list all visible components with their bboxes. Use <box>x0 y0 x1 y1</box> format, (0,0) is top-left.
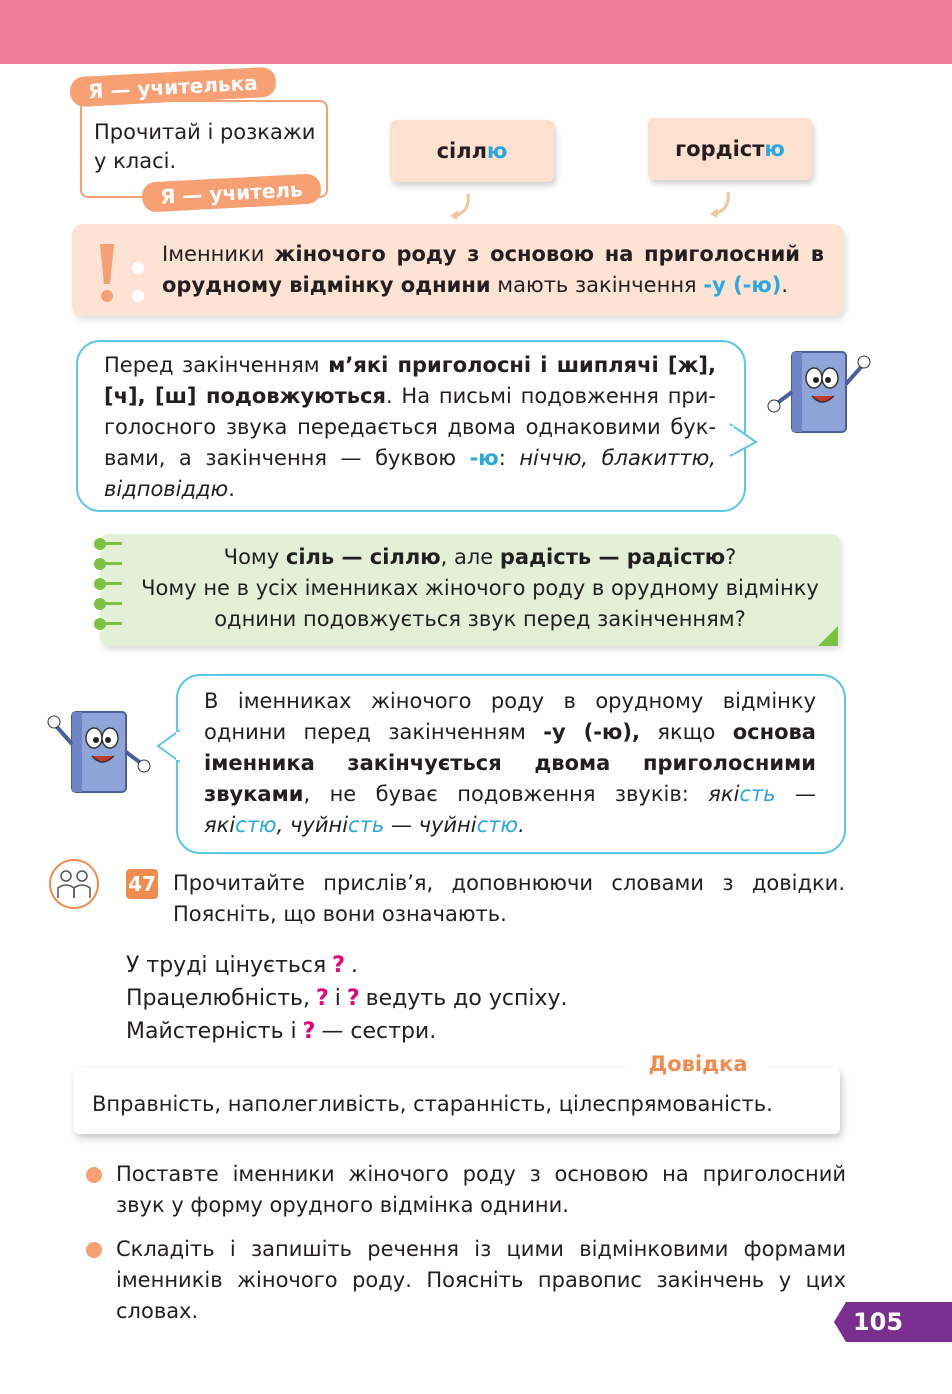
teacher-line-1: Прочитай і розкажи <box>94 120 316 144</box>
question-line-1 <box>130 542 830 573</box>
exercise-instruction: Прочитайте прислів’я, доповнюючи словами з довідки. Поясніть, що вони означають. <box>173 871 845 926</box>
note2-text-bold: -у (-ю), <box>543 720 640 744</box>
teacher-tag-female: Я — учителька <box>69 67 276 108</box>
book-mascot-icon <box>764 344 876 440</box>
example-stem: чуйні <box>418 813 477 837</box>
reference-title: Довідка <box>628 1050 768 1078</box>
example-stem: чуйні <box>289 813 349 837</box>
note2-text-part: . <box>518 813 525 837</box>
proverb-text: Майстерність і <box>126 1019 297 1044</box>
blank-placeholder: ? <box>316 986 329 1011</box>
proverb-text: і <box>334 986 341 1011</box>
proverb-1 <box>126 950 358 982</box>
task-1: Поставте іменники жіночого роду з основою на приголосний звук у форму орудного відмінка однини. <box>116 1162 846 1217</box>
note2-text-part: якщо <box>639 720 733 744</box>
example-highlight: стю <box>235 813 277 837</box>
exercise-number: 47 <box>126 869 158 899</box>
bubble-tail <box>730 420 760 460</box>
question-part: ? <box>725 545 737 569</box>
note-examples: ніччю, блакиттю, відповіддю <box>104 446 716 501</box>
note-text-part: . <box>228 477 235 501</box>
teacher-line-2: у класі. <box>94 149 177 173</box>
question-bold: радість — радістю <box>499 545 726 569</box>
note2-text-part: — <box>775 782 816 806</box>
question-part: Чому <box>223 545 286 569</box>
example-highlight: стю <box>476 813 519 837</box>
word-ending: ю <box>764 137 785 161</box>
top-color-band <box>0 0 952 64</box>
example-stem: які <box>204 813 236 837</box>
list-bullets-icon <box>92 534 126 634</box>
note-text-part: : <box>498 446 520 470</box>
page-number: 105 <box>852 1308 904 1336</box>
reference-text: Вправність, наполегливість, старанність, цілеспрямованість. <box>92 1092 773 1116</box>
proverb-2 <box>126 983 568 1015</box>
note-text-part: Перед закінченням <box>104 353 329 377</box>
curved-arrow-icon <box>446 192 476 222</box>
bubble-1-text <box>104 350 716 505</box>
example-highlight: сть <box>348 813 385 837</box>
book-mascot-icon <box>42 704 154 800</box>
blank-placeholder: ? <box>332 953 345 978</box>
example-word <box>419 813 519 837</box>
word-stem: сілл <box>436 139 487 163</box>
note2-text-part: , не буває подовження звуків: <box>303 782 709 806</box>
example-word <box>204 813 277 837</box>
proverb-text: У труді цінується <box>126 953 327 978</box>
note-text-bold: м’які приголосні і шиплячі [ж], [ч], [ш] подовжуються <box>104 353 716 408</box>
blank-placeholder: ? <box>346 986 360 1011</box>
note-ending: -ю <box>469 446 499 470</box>
example-stem: які <box>708 782 740 806</box>
proverb-3 <box>126 1016 436 1048</box>
question-line-2: Чому не в усіх іменниках жіночого роду в орудному відмінку однини подовжується звук перед закінченням? <box>141 576 819 631</box>
bullet-dot <box>86 1242 102 1258</box>
word-card-2 <box>648 118 812 180</box>
teacher-tag-male: Я — учитель <box>141 173 321 212</box>
word-ending: ю <box>487 139 508 163</box>
question-part: , але <box>440 545 500 569</box>
exclamation-icon <box>94 240 150 306</box>
note2-text-part: В іменниках жіночого роду в орудному відмінку однини перед закінченням <box>204 689 816 744</box>
rule-text <box>162 239 824 301</box>
note-text-part: . На письмі подовження приголосного звука передається двома однаковими буквами, а закінчення — буквою <box>104 384 716 470</box>
rule-text-part: Іменники <box>162 242 275 266</box>
proverb-text: — сестри. <box>321 1019 437 1044</box>
rule-text-bold: жіночого роду з основою на приголосний в орудному відмінку однини <box>162 242 825 297</box>
word-card-1 <box>390 120 554 182</box>
bullet-dot <box>86 1167 102 1183</box>
note2-text-bold: основа іменника закінчується двома приголосними звуками <box>204 720 816 806</box>
proverb-text: . <box>350 953 358 978</box>
pair-work-icon <box>48 858 100 910</box>
note2-text-part: — <box>384 813 419 837</box>
rule-ending: -у (-ю) <box>703 273 782 297</box>
example-word <box>708 782 775 806</box>
bubble-2-text <box>204 686 816 841</box>
example-highlight: сть <box>739 782 776 806</box>
bubble-tail <box>156 726 180 766</box>
proverb-text: ведуть до успіху. <box>365 986 568 1011</box>
word-stem: гордіст <box>675 137 765 161</box>
curved-arrow-icon <box>706 190 736 220</box>
question-bold: сіль — сіллю <box>285 545 441 569</box>
note2-text-part: , <box>276 813 290 837</box>
rule-text-part: . <box>781 273 789 297</box>
rule-text-part: мають закінчення <box>490 273 704 297</box>
question-text <box>130 542 830 635</box>
task-2: Складіть і запишіть речення із цими відмінковими формами іменників жіночого роду. Поясніть правопис закінчень у цих словах. <box>116 1237 846 1323</box>
example-word <box>290 813 384 837</box>
blank-placeholder: ? <box>302 1019 316 1044</box>
proverb-text: Працелюбність, <box>126 986 311 1011</box>
